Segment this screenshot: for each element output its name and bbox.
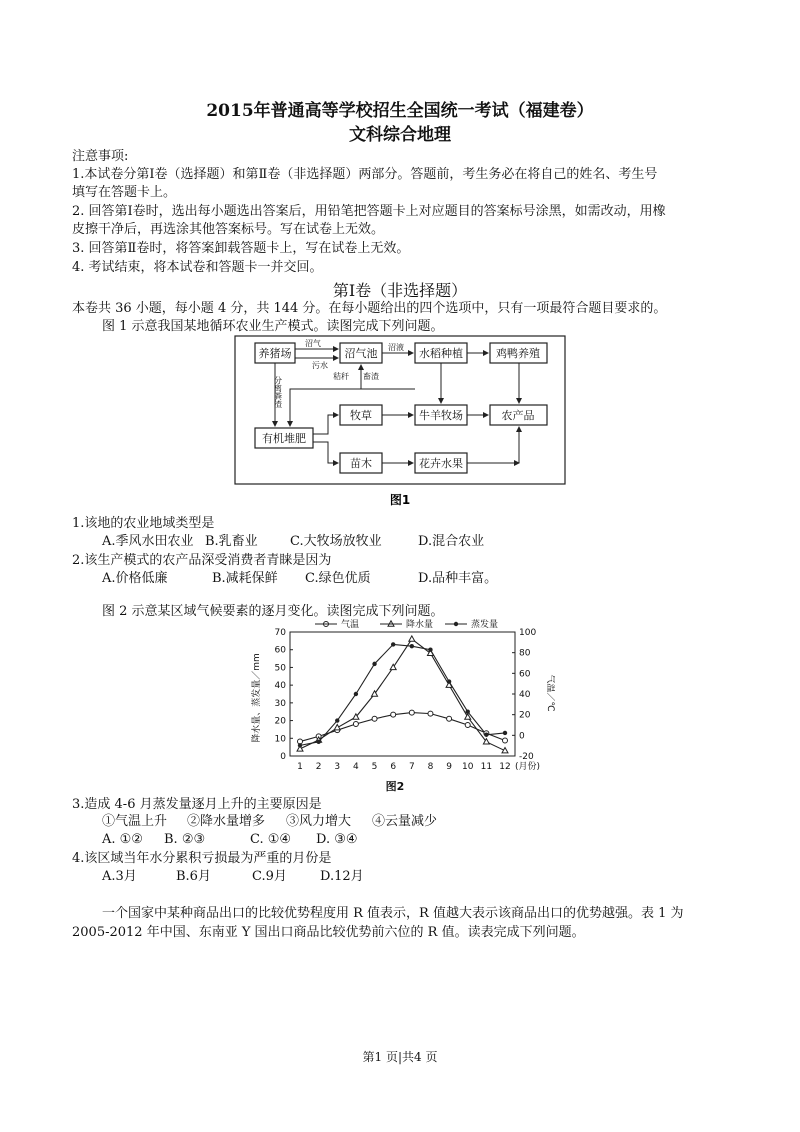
q3-factor: ③风力增大: [286, 814, 352, 829]
x-tick-label: 4: [353, 762, 359, 772]
y-left-tick-label: 50: [274, 663, 286, 674]
page-number: 第1 页|共4 页: [362, 1050, 438, 1064]
series-line-1: [300, 639, 505, 751]
temperature-point: [465, 723, 470, 728]
evaporation-point: [484, 733, 488, 737]
legend-label: 蒸发量: [471, 620, 499, 630]
evaporation-point: [428, 648, 432, 652]
evaporation-point: [466, 710, 470, 714]
y-left-tick-label: 60: [274, 645, 286, 656]
node-seedlings: 苗木: [350, 457, 372, 470]
notes-heading: 注意事项:: [72, 149, 129, 164]
q3-factor: ④云量减少: [372, 814, 438, 829]
figure2-intro: 图 2 示意某区域气候要素的逐月变化。读图完成下列问题。: [102, 604, 444, 619]
evaporation-point: [316, 740, 320, 744]
q1-option: D.混合农业: [418, 534, 485, 549]
node-compost: 有机堆肥: [262, 432, 306, 445]
evaporation-point: [391, 642, 395, 646]
x-tick-label: 8: [427, 762, 434, 772]
figure1-diagram: [230, 334, 570, 510]
q2-option: C.绿色优质: [305, 571, 371, 586]
x-tick-label: 12: [499, 762, 511, 772]
x-tick-label: 5: [371, 762, 378, 772]
q2-stem: 2.该生产模式的农产品深受消费者青睐是因为: [72, 553, 332, 568]
node-farm: 养猪场: [258, 347, 292, 360]
y-left-tick-label: 20: [274, 716, 286, 727]
y-axis-right-label: 气温／℃: [545, 674, 555, 712]
figure1-intro: 图 1 示意我国某地循环农业生产模式。读图完成下列问题。: [102, 319, 444, 334]
q1-stem: 1.该地的农业地域类型是: [72, 516, 215, 531]
temperature-point: [391, 712, 396, 717]
temperature-point: [372, 716, 377, 721]
precipitation-point: [334, 724, 340, 729]
y-left-tick-label: 40: [274, 681, 286, 692]
node-cattle: 牛羊牧场: [419, 409, 463, 422]
x-tick-label: 3: [334, 762, 341, 772]
evaporation-point: [503, 731, 507, 735]
q4-stem: 4.该区域当年水分累积亏损最为严重的月份是: [72, 851, 332, 866]
node-flowers: 花卉水果: [419, 457, 463, 470]
evaporation-point: [354, 692, 358, 696]
y-right-tick-label: 80: [519, 648, 531, 659]
x-tick-label: 1: [297, 762, 303, 772]
section-intro: 本卷共 36 小题，每小题 4 分，共 144 分。在每小题给出的四个选项中，只有一项最符合题目要求的。: [72, 301, 667, 316]
y-right-tick-label: 0: [519, 731, 525, 742]
q2-option: A.价格低廉: [102, 571, 168, 586]
notes-line: 4. 考试结束，将本试卷和答题卡一并交回。: [72, 260, 323, 275]
x-tick-label: 7: [408, 762, 415, 772]
y-left-tick-label: 30: [274, 698, 286, 709]
q3-option: D. ③④: [316, 832, 358, 847]
y-right-tick-label: 60: [519, 669, 531, 680]
edge-label-slag: 畜渣: [363, 372, 379, 381]
legend-label: 气温: [341, 620, 360, 630]
y-right-tick-label: 20: [519, 710, 531, 721]
evaporation-point: [447, 679, 451, 683]
y-left-tick-label: 10: [274, 734, 286, 745]
plot-frame: [290, 632, 515, 756]
temperature-point: [428, 711, 433, 716]
q1-option: C.大牧场放牧业: [290, 534, 382, 549]
node-products: 农产品: [501, 409, 535, 422]
evaporation-point: [335, 718, 339, 722]
node-grass: 牧草: [350, 409, 372, 422]
q4-option: B.6月: [176, 869, 211, 884]
x-tick-label: 10: [462, 762, 474, 772]
node-duck: 鸡鸭养殖: [496, 347, 540, 360]
x-tick-label: 11: [480, 762, 493, 772]
notes-line: 皮擦干净后，再选涂其他答案标号。写在试卷上无效。: [72, 222, 385, 237]
q1-option: B.乳畜业: [205, 534, 258, 549]
y-left-tick-label: 0: [280, 752, 286, 762]
y-axis-left-label: 降水量、蒸发量／mm: [252, 653, 262, 743]
y-right-tick-label: -20: [519, 752, 534, 762]
edge-label-residue: 秸秆: [333, 372, 349, 381]
temperature-point: [447, 716, 452, 721]
q3-factor: ②降水量增多: [187, 814, 266, 829]
q2-option: B.减耗保鲜: [212, 571, 278, 586]
evaporation-point: [298, 743, 302, 747]
q4-option: A.3月: [102, 869, 137, 884]
q1-option: A.季风水田农业: [102, 534, 194, 549]
q2-option: D.品种丰富。: [418, 571, 498, 586]
x-tick-label: 6: [390, 762, 397, 772]
q3-factor: ①气温上升: [102, 814, 168, 829]
figure1-caption: 图1: [389, 493, 411, 507]
node-biogas: 沼气池: [344, 347, 378, 360]
q3-stem: 3.造成 4-6 月蒸发量逐月上升的主要原因是: [72, 797, 322, 812]
figure2-chart: [245, 618, 555, 796]
evaporation-point: [410, 644, 414, 648]
temperature-point: [503, 738, 508, 743]
passage-line: 一个国家中某种商品出口的比较优势程度用 R 值表示，R 值越大表示该商品出口的优势越强。表 1 为: [102, 906, 684, 921]
x-tick-label: 9: [446, 762, 452, 772]
x-axis-label: (月份): [515, 762, 541, 772]
precipitation-point: [409, 636, 415, 641]
edge-label-gas: 沼气: [305, 339, 321, 348]
series-line-0: [300, 713, 505, 742]
q3-option: B. ②③: [164, 832, 206, 847]
y-right-tick-label: 40: [519, 690, 531, 700]
node-rice: 水稻种植: [419, 347, 463, 360]
y-left-tick-label: 70: [274, 628, 286, 638]
notes-line: 3. 回答第Ⅱ卷时，将答案卸载答题卡上，写在试卷上无效。: [72, 241, 410, 256]
notes-line: 2. 回答第Ⅰ卷时，选出每小题选出答案后，用铅笔把答题卡上对应题目的答案标号涂黑，如需改动，用橡: [72, 204, 666, 219]
legend-label: 降水量: [406, 620, 434, 630]
q3-option: C. ①④: [250, 832, 292, 847]
figure2-caption: 图2: [385, 780, 405, 793]
x-tick-label: 2: [315, 762, 322, 772]
series-line-2: [300, 644, 505, 745]
passage-line: 2005-2012 年中国、东南亚 Y 国出口商品比较优势前六位的 R 值。读表完成下列问题。: [72, 925, 585, 940]
evaporation-point: [372, 662, 376, 666]
document-subtitle: 文科综合地理: [349, 125, 451, 145]
section-title: 第Ⅰ卷（非选择题）: [332, 281, 468, 300]
temperature-point: [353, 721, 358, 726]
notes-line: 1.本试卷分第Ⅰ卷（选择题）和第Ⅱ卷（非选择题）两部分。答题前，考生务必在将自己的姓名、考生号: [72, 167, 658, 182]
temperature-point: [409, 710, 414, 715]
q3-option: A. ①②: [102, 832, 143, 847]
y-right-tick-label: 100: [519, 628, 537, 638]
q4-option: D.12月: [320, 869, 364, 884]
edge-label-sewage: 污水: [312, 361, 328, 370]
notes-line: 填写在答题卡上。: [72, 185, 177, 200]
edge-label-separation: 分离粪渣: [273, 376, 283, 408]
document-title: 2015年普通高等学校招生全国统一考试（福建卷）: [206, 101, 594, 121]
edge-label-slurry: 沼液: [388, 343, 404, 352]
q4-option: C.9月: [252, 869, 287, 884]
